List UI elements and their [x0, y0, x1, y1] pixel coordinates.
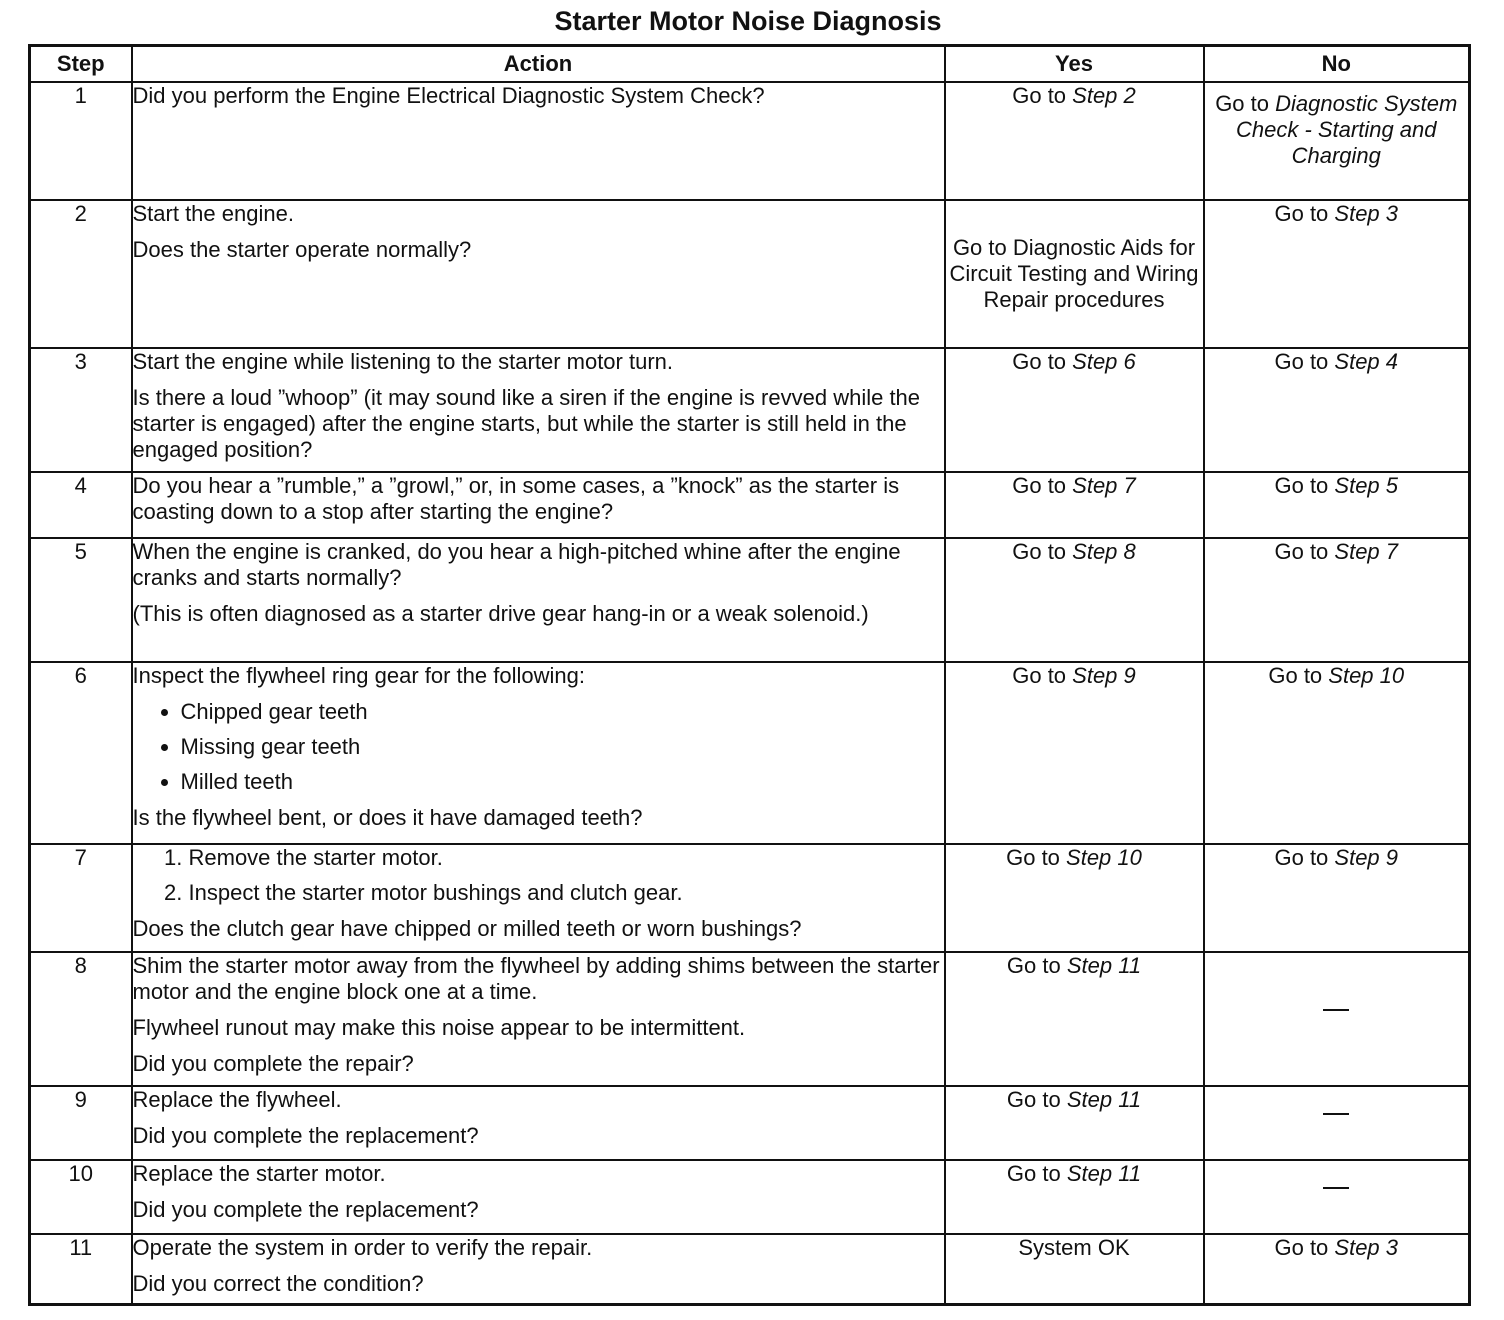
no-cell-text: Go to [1274, 201, 1335, 226]
no-cell-link: Step 5 [1334, 473, 1399, 498]
no-cell [1204, 1160, 1470, 1234]
yes-cell-link: Step 7 [1072, 473, 1136, 498]
yes-cell [945, 538, 1204, 662]
yes-cell-text: Go to [1006, 845, 1067, 870]
no-cell [1204, 662, 1470, 844]
yes-cell-text: Go to [1012, 473, 1073, 498]
yes-cell-link: Step 2 [1072, 83, 1136, 108]
no-cell [1204, 472, 1470, 538]
action-text: Flywheel runout may make this noise appear to be intermittent. [132, 1015, 746, 1040]
action-cell [132, 82, 945, 200]
bullet-list [133, 699, 944, 795]
action-text: Did you complete the repair? [132, 1051, 414, 1076]
yes-cell [945, 952, 1204, 1086]
step-number: 3 [30, 348, 132, 472]
action-text: Operate the system in order to verify the repair. [132, 1235, 593, 1260]
table-row [30, 538, 1470, 662]
action-text: (This is often diagnosed as a starter drive gear hang-in or a weak solenoid.) [132, 601, 869, 626]
step-number: 7 [30, 844, 132, 952]
bullet-item: • Missing gear teeth [181, 734, 944, 760]
no-cell-text: Go to [1268, 663, 1329, 688]
table-row [30, 200, 1470, 348]
no-cell-link: Step 3 [1334, 201, 1399, 226]
yes-cell-text: Go to [1012, 663, 1073, 688]
no-cell [1204, 82, 1470, 200]
yes-cell [945, 82, 1204, 200]
no-cell-link: Step 3 [1334, 1235, 1399, 1260]
no-cell [1204, 952, 1470, 1086]
step-number: 8 [30, 952, 132, 1086]
table-row [30, 1086, 1470, 1160]
no-cell [1204, 844, 1470, 952]
bullet-item: • Chipped gear teeth [181, 699, 944, 725]
no-cell-link: Step 9 [1334, 845, 1399, 870]
no-cell-text: Go to [1274, 349, 1335, 374]
action-text: Did you complete the replacement? [132, 1123, 479, 1148]
yes-cell-text: Go to [1012, 539, 1073, 564]
header-yes: Yes [945, 46, 1204, 83]
action-cell [132, 1160, 945, 1234]
no-cell-text: Go to [1274, 845, 1335, 870]
yes-cell-link: Step 8 [1072, 539, 1136, 564]
no-cell-link: Step 10 [1328, 663, 1405, 688]
yes-cell-link: Step 6 [1072, 349, 1136, 374]
table-row [30, 952, 1470, 1086]
yes-cell-text: Go to [1006, 953, 1067, 978]
action-text: Shim the starter motor away from the flywheel by adding shims between the starter motor and the engine block one at a time. [132, 953, 940, 1004]
action-cell [132, 952, 945, 1086]
no-action-dash [1323, 1113, 1349, 1115]
yes-cell-link: Step 10 [1066, 845, 1142, 870]
action-text: Is there a loud ”whoop” (it may sound like a siren if the engine is revved while the starter is engaged) after the engine starts, but while the starter is still held in the engaged position? [132, 385, 921, 462]
step-number: 1 [30, 82, 132, 200]
yes-cell [945, 1160, 1204, 1234]
no-cell-text: Go to [1274, 539, 1335, 564]
yes-cell [945, 844, 1204, 952]
action-text: Did you complete the replacement? [132, 1197, 479, 1222]
step-number: 5 [30, 538, 132, 662]
numbered-item: 1. Remove the starter motor. [189, 845, 944, 871]
no-cell [1204, 1234, 1470, 1304]
no-cell-text: Go to [1274, 473, 1335, 498]
table-row [30, 82, 1470, 200]
step-number: 4 [30, 472, 132, 538]
step-number: 10 [30, 1160, 132, 1234]
no-cell-link: Step 4 [1334, 349, 1399, 374]
no-cell [1204, 200, 1470, 348]
no-cell-link: Step 7 [1334, 539, 1399, 564]
no-cell [1204, 348, 1470, 472]
no-action-dash [1323, 1187, 1349, 1189]
action-text: Is the flywheel bent, or does it have damaged teeth? [132, 805, 643, 830]
yes-cell-text: Go to [1006, 1161, 1067, 1186]
yes-cell-text: Go to [1012, 83, 1073, 108]
table-row [30, 472, 1470, 538]
action-text: Replace the flywheel. [132, 1087, 342, 1112]
numbered-item: 2. Inspect the starter motor bushings and clutch gear. [189, 880, 944, 906]
yes-cell [945, 472, 1204, 538]
yes-cell [945, 200, 1204, 348]
action-text: Do you hear a ”rumble,” a ”growl,” or, in some cases, a ”knock” as the starter is coasting down to a stop after starting the engine? [132, 473, 900, 524]
step-number: 11 [30, 1234, 132, 1304]
action-cell [132, 472, 945, 538]
yes-cell-link: Step 11 [1066, 1161, 1142, 1186]
action-cell [132, 348, 945, 472]
step-number: 9 [30, 1086, 132, 1160]
action-cell [132, 1086, 945, 1160]
action-cell [132, 1234, 945, 1304]
step-number: 2 [30, 200, 132, 348]
yes-cell-text: System OK [1018, 1235, 1130, 1260]
table-row [30, 1160, 1470, 1234]
no-cell-text: Go to [1215, 91, 1276, 116]
header-action: Action [132, 46, 945, 83]
action-cell [132, 844, 945, 952]
header-no: No [1204, 46, 1470, 83]
yes-cell-link: Step 9 [1072, 663, 1136, 688]
table-row [30, 844, 1470, 952]
action-cell [132, 662, 945, 844]
action-text: Does the clutch gear have chipped or milled teeth or worn bushings? [132, 916, 802, 941]
action-text: Does the starter operate normally? [132, 237, 472, 262]
bullet-item: • Milled teeth [181, 769, 944, 795]
action-cell [132, 538, 945, 662]
action-text: Did you perform the Engine Electrical Diagnostic System Check? [132, 83, 765, 108]
no-cell [1204, 1086, 1470, 1160]
yes-cell-link: Step 11 [1066, 1087, 1142, 1112]
yes-cell [945, 1234, 1204, 1304]
action-text: Did you correct the condition? [132, 1271, 424, 1296]
action-text: Start the engine. [132, 201, 294, 226]
header-step: Step [30, 46, 132, 83]
yes-cell-text: Go to [1006, 1087, 1067, 1112]
action-text: Inspect the flywheel ring gear for the following: [132, 663, 585, 688]
action-text: Start the engine while listening to the starter motor turn. [132, 349, 674, 374]
numbered-list [133, 845, 944, 906]
no-cell-link: Diagnostic System Check - Starting and Charging [1235, 91, 1458, 168]
no-cell [1204, 538, 1470, 662]
header-row [30, 46, 1470, 83]
table-row [30, 662, 1470, 844]
table-row [30, 348, 1470, 472]
action-text: When the engine is cranked, do you hear a high-pitched whine after the engine cranks and starts normally? [132, 539, 901, 590]
yes-cell [945, 1086, 1204, 1160]
action-text: Replace the starter motor. [132, 1161, 386, 1186]
yes-cell [945, 348, 1204, 472]
yes-cell-link: Step 11 [1066, 953, 1142, 978]
yes-cell [945, 662, 1204, 844]
action-cell [132, 200, 945, 348]
table-row [30, 1234, 1470, 1304]
step-number: 6 [30, 662, 132, 844]
no-cell-text: Go to [1274, 1235, 1335, 1260]
no-action-dash [1323, 1009, 1349, 1011]
yes-cell-text: Go to Diagnostic Aids for Circuit Testing and Wiring Repair procedures [949, 235, 1199, 312]
yes-cell-text: Go to [1012, 349, 1073, 374]
diagnosis-table [28, 44, 1471, 1306]
page-title: Starter Motor Noise Diagnosis [554, 6, 942, 36]
